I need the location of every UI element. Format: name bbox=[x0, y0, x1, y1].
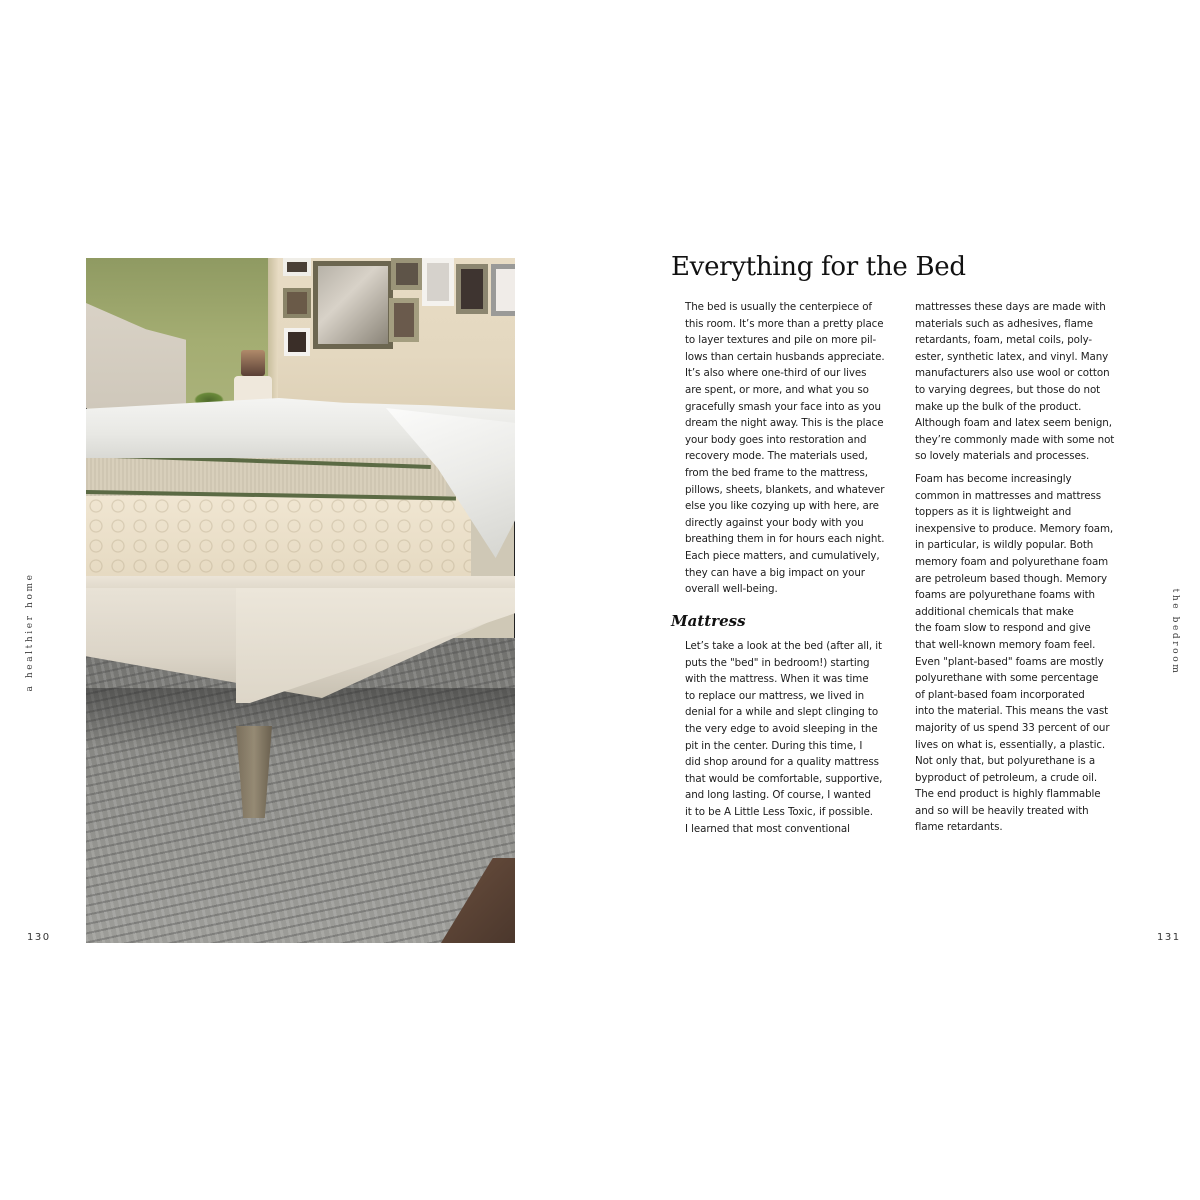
text-line: Although foam and latex seem benign, bbox=[915, 417, 1112, 430]
photo-frame bbox=[284, 328, 310, 356]
text-line: make up the bulk of the product. bbox=[915, 400, 1082, 413]
text-line: and long lasting. Of course, I wanted bbox=[685, 789, 871, 802]
text-line: your body goes into restoration and bbox=[685, 433, 867, 446]
text-line: overall well-being. bbox=[685, 583, 778, 596]
text-line: are petroleum based though. Memory bbox=[915, 572, 1107, 585]
text-line: this room. It’s more than a pretty place bbox=[685, 317, 884, 330]
text-line: breathing them in for hours each night. bbox=[685, 533, 885, 546]
photo-frame bbox=[491, 264, 515, 316]
running-head-left: a healthier home bbox=[25, 572, 35, 692]
column-two-paragraph-one bbox=[915, 299, 1125, 465]
photo-shadow bbox=[86, 688, 515, 748]
bed-photo bbox=[86, 258, 515, 943]
text-line: directly against your body with you bbox=[685, 516, 864, 529]
text-line: ester, synthetic latex, and vinyl. Many bbox=[915, 350, 1109, 363]
text-line: they’re commonly made with some not bbox=[915, 433, 1115, 446]
text-line: that well-known memory foam feel. bbox=[915, 638, 1096, 651]
page-number-left: 130 bbox=[27, 932, 51, 943]
text-line: manufacturers also use wool or cotton bbox=[915, 367, 1110, 380]
photo-decor-item bbox=[241, 350, 265, 376]
text-line: pit in the center. During this time, I bbox=[685, 739, 863, 752]
text-line: common in mattresses and mattress bbox=[915, 489, 1102, 502]
text-line: of plant-based foam incorporated bbox=[915, 688, 1085, 701]
photo-frame-large bbox=[313, 261, 393, 349]
text-line: from the bed frame to the mattress, bbox=[685, 466, 868, 479]
text-line: byproduct of petroleum, a crude oil. bbox=[915, 771, 1098, 784]
text-line: to layer textures and pile on more pil- bbox=[685, 334, 877, 347]
text-line: so lovely materials and processes. bbox=[915, 450, 1090, 463]
text-line: Foam has become increasingly bbox=[915, 473, 1072, 485]
text-line: flame retardants. bbox=[915, 821, 1003, 834]
column-two-paragraph-two bbox=[915, 471, 1125, 836]
text-line: are spent, or more, and what you so bbox=[685, 383, 869, 396]
text-line: with the mattress. When it was time bbox=[685, 673, 869, 686]
text-line: polyurethane with some percentage bbox=[915, 672, 1099, 685]
text-line: inexpensive to produce. Memory foam, bbox=[915, 522, 1114, 535]
text-line: lives on what is, essentially, a plastic. bbox=[915, 738, 1106, 751]
text-line: mattresses these days are made with bbox=[915, 301, 1106, 313]
text-line: additional chemicals that make bbox=[915, 605, 1074, 618]
text-line: Not only that, but polyurethane is a bbox=[915, 755, 1096, 768]
photo-frame bbox=[456, 264, 488, 314]
text-line: that would be comfortable, supportive, bbox=[685, 772, 883, 785]
text-line: Let’s take a look at the bed (after all, it bbox=[685, 640, 882, 652]
text-line: I learned that most conventional bbox=[685, 822, 850, 835]
text-line: retardants, foam, metal coils, poly- bbox=[915, 334, 1093, 347]
text-line: puts the "bed" in bedroom!) starting bbox=[685, 656, 870, 669]
text-line: dream the night away. This is the place bbox=[685, 417, 884, 430]
text-line: to varying degrees, but those do not bbox=[915, 383, 1101, 396]
text-line: toppers as it is lightweight and bbox=[915, 506, 1072, 519]
text-line: the very edge to avoid sleeping in the bbox=[685, 722, 878, 735]
photo-frame bbox=[283, 288, 311, 318]
text-line: Each piece matters, and cumulatively, bbox=[685, 549, 880, 562]
running-head-right: the bedroom bbox=[1170, 588, 1180, 676]
photo-frame bbox=[389, 298, 419, 342]
mattress-paragraph bbox=[685, 638, 895, 837]
text-line: else you like cozying up with here, are bbox=[685, 500, 879, 513]
text-line: gracefully smash your face into as you bbox=[685, 400, 881, 413]
section-subhead: Mattress bbox=[671, 612, 746, 630]
text-line: the foam slow to respond and give bbox=[915, 622, 1091, 635]
text-line: into the material. This means the vast bbox=[915, 705, 1109, 718]
text-line: The bed is usually the centerpiece of bbox=[685, 301, 872, 313]
text-line: did shop around for a quality mattress bbox=[685, 756, 879, 769]
text-line: and so will be heavily treated with bbox=[915, 804, 1089, 817]
photo-mattress bbox=[86, 496, 471, 576]
page-number-right: 131 bbox=[1157, 932, 1181, 943]
text-line: Even "plant-based" foams are mostly bbox=[915, 655, 1104, 668]
text-line: lows than certain husbands appreciate. bbox=[685, 350, 885, 363]
text-line: memory foam and polyurethane foam bbox=[915, 555, 1109, 568]
text-line: It’s also where one-third of our lives bbox=[685, 367, 867, 380]
photo-frame bbox=[391, 258, 423, 290]
text-line: recovery mode. The materials used, bbox=[685, 450, 868, 463]
photo-frame-document bbox=[422, 258, 454, 306]
text-line: denial for a while and slept clinging to bbox=[685, 706, 879, 719]
text-line: majority of us spend 33 percent of our bbox=[915, 721, 1110, 734]
page-title: Everything for the Bed bbox=[671, 252, 966, 282]
intro-paragraph bbox=[685, 299, 895, 598]
text-line: pillows, sheets, blankets, and whatever bbox=[685, 483, 885, 496]
photo-frame bbox=[283, 258, 311, 276]
text-line: foams are polyurethane foams with bbox=[915, 589, 1095, 602]
text-line: to replace our mattress, we lived in bbox=[685, 689, 865, 702]
text-line: they can have a big impact on your bbox=[685, 566, 865, 579]
text-line: The end product is highly flammable bbox=[915, 788, 1101, 801]
text-line: materials such as adhesives, flame bbox=[915, 317, 1093, 330]
text-line: it to be A Little Less Toxic, if possible. bbox=[685, 805, 873, 818]
text-line: in particular, is wildly popular. Both bbox=[915, 539, 1094, 552]
